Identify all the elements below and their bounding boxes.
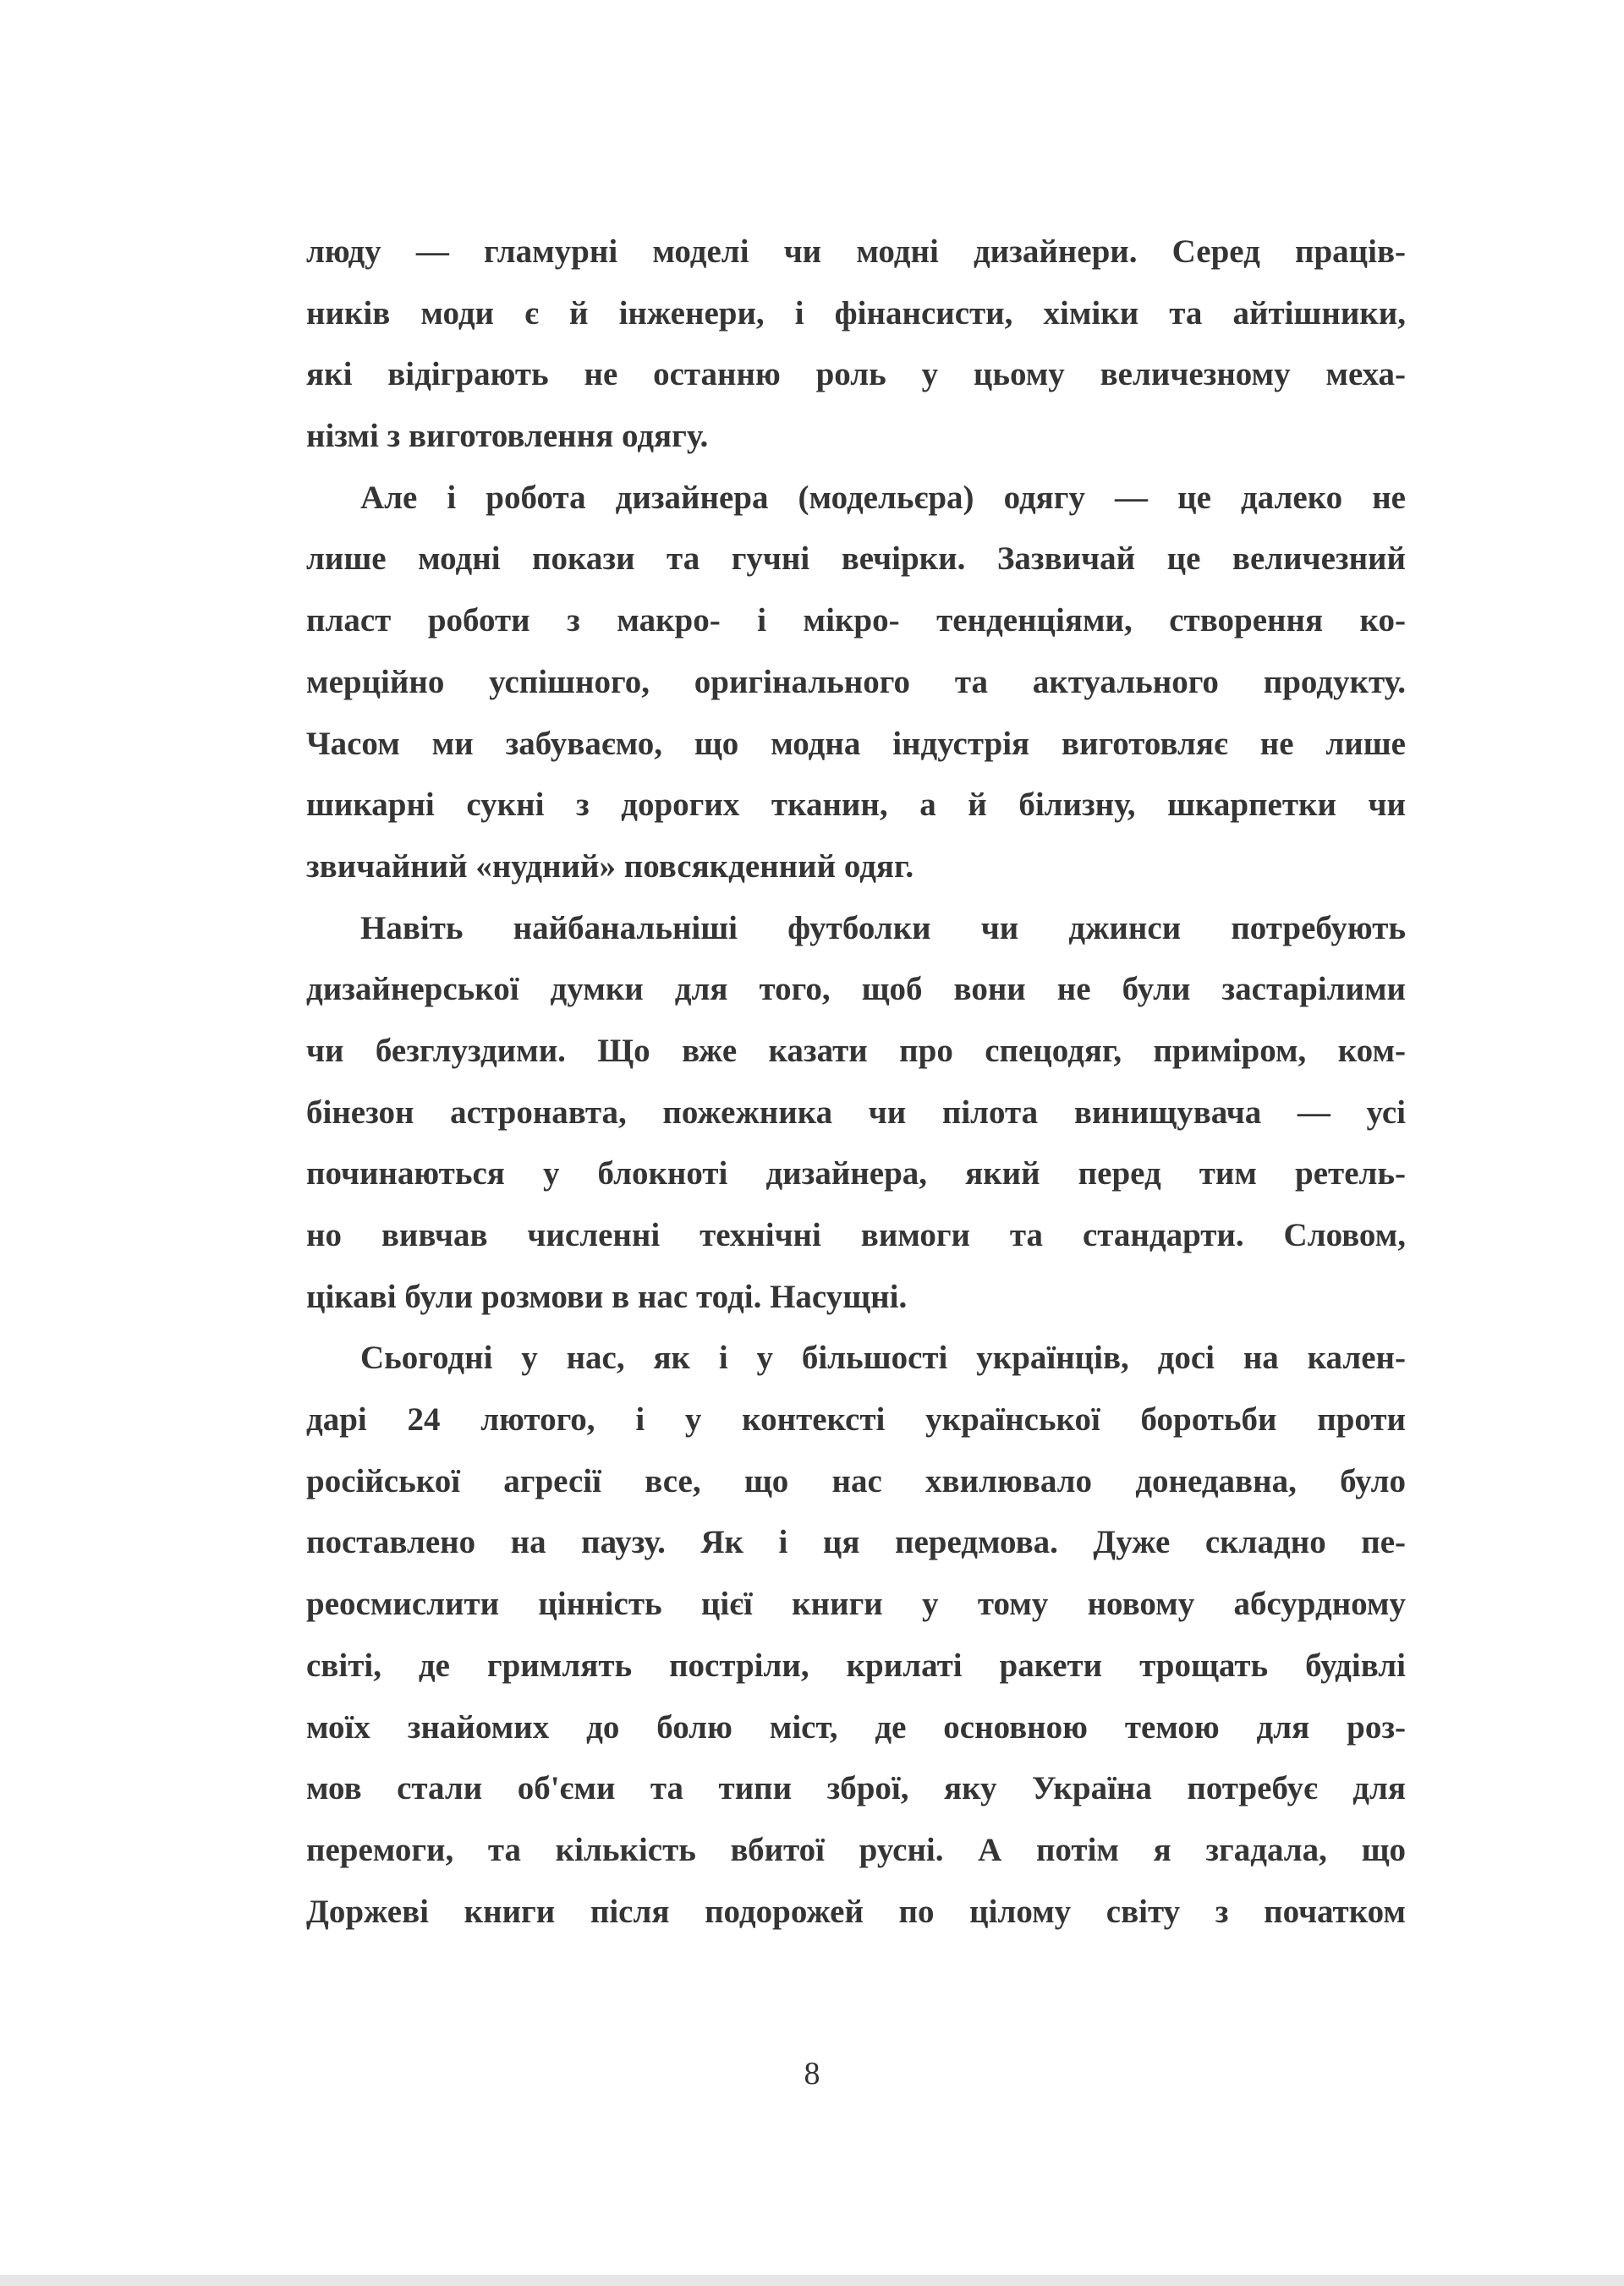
- text-line: ників моди є й інженери, і фінансисти, хіміки та айтішники,: [306, 294, 1406, 332]
- text-line: чи безглуздими. Що вже казати про спецодяг, приміром, ком-: [306, 1032, 1406, 1069]
- text-line: дарі 24 лютого, і у контексті української боротьби проти: [306, 1401, 1406, 1439]
- text-line: реосмислити цінність цієї книги у тому новому абсурдному: [306, 1586, 1406, 1623]
- text-line: лише модні покази та гучні вечірки. Зазвичай це величезний: [306, 540, 1406, 578]
- viewer-bottom-edge: [0, 2275, 1624, 2286]
- text-line: моїх знайомих до болю міст, де основною темою для роз-: [306, 1708, 1406, 1746]
- text-line: но вивчав численні технічні вимоги та стандарти. Словом,: [306, 1217, 1406, 1253]
- text-line: Сьогодні у нас, як і у більшості українців, досі на кален-: [360, 1340, 1406, 1377]
- text-line: поставлено на паузу. Як і ця передмова. Дуже складно пе-: [306, 1524, 1406, 1561]
- page-number: 8: [804, 2056, 820, 2091]
- text-line: цікаві були розмови в нас тоді. Насущні.: [306, 1278, 908, 1315]
- text-line: Але і робота дизайнера (модельєра) одягу — це далеко не: [360, 479, 1406, 516]
- text-line: бінезон астронавта, пожежника чи пілота винищувача — усі: [306, 1094, 1406, 1131]
- text-line: шикарні сукні з дорогих тканин, а й білизну, шкарпетки чи: [306, 787, 1406, 824]
- body-text: [306, 227, 1406, 1948]
- text-line: починаються у блокноті дизайнера, який перед тим ретель-: [306, 1155, 1406, 1192]
- text-line: Доржеві книги після подорожей по цілому світу з початком: [306, 1893, 1406, 1930]
- text-line: звичайний «нудний» повсякденний одяг.: [306, 847, 914, 885]
- text-line: Часом ми забуваємо, що модна індустрія виготовляє не лише: [306, 725, 1406, 762]
- text-line: світі, де гримлять постріли, крилаті ракети трощать будівлі: [306, 1647, 1406, 1684]
- text-line: люду — гламурні моделі чи модні дизайнери. Серед працiв-: [306, 233, 1406, 270]
- text-line: нізмі з виготовлення одягу.: [306, 418, 709, 455]
- text-line: мов стали об'єми та типи зброї, яку Україна потребує для: [306, 1770, 1406, 1807]
- text-line: перемоги, та кількість вбитої русні. А потім я згадала, що: [306, 1831, 1406, 1868]
- text-line: мерційно успішного, оригінального та актуального продукту.: [306, 663, 1406, 700]
- text-line: пласт роботи з макро- і мікро- тенденціями, створення ко-: [306, 602, 1406, 639]
- text-line: дизайнерської думки для того, щоб вони не були застарілими: [306, 971, 1406, 1008]
- text-line: Навіть найбанальніші футболки чи джинси потребують: [360, 909, 1406, 946]
- text-line: які відіграють не останню роль у цьому величезному меха-: [306, 356, 1406, 393]
- text-line: російської агресії все, що нас хвилювало донедавна, було: [306, 1462, 1406, 1499]
